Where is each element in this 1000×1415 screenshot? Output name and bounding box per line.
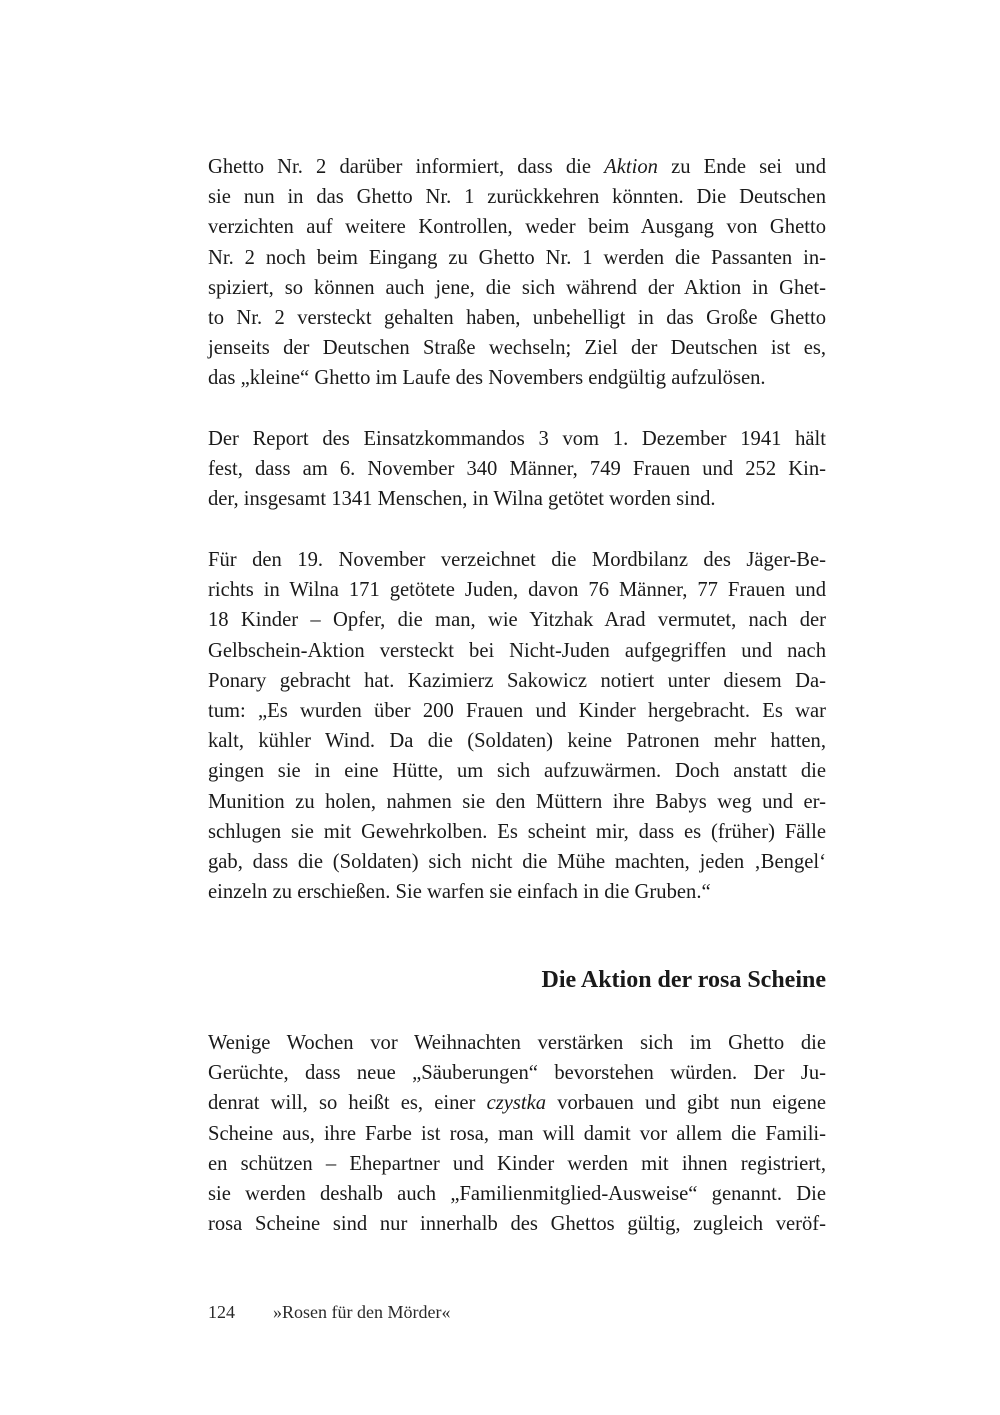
paragraph-einsatzkommando-report xyxy=(208,424,826,515)
text-line: 18 Kinder – Opfer, die man, wie Yitzhak Arad vermutet, nach der xyxy=(208,609,826,632)
text-line: der, insgesamt 1341 Menschen, in Wilna getötet worden sind. xyxy=(208,488,716,511)
text-line: sie werden deshalb auch „Familienmitglied-Ausweise“ genannt. Die xyxy=(208,1183,826,1206)
page-footer xyxy=(208,1300,450,1324)
text-line: to Nr. 2 versteckt gehalten haben, unbehelligt in das Große Ghetto xyxy=(208,307,826,330)
text-line: Gelbschein-Aktion versteckt bei Nicht-Juden aufgegriffen und nach xyxy=(208,639,826,662)
text-line: en schützen – Ehepartner und Kinder werden mit ihnen registriert, xyxy=(208,1152,826,1175)
text-line: schlugen sie mit Gewehrkolben. Es scheint mir, dass es (früher) Fälle xyxy=(208,820,826,843)
paragraph-jaeger-bericht xyxy=(208,545,826,907)
text-line: rosa Scheine sind nur innerhalb des Ghettos gültig, zugleich veröf- xyxy=(208,1213,826,1236)
text-line: spiziert, so können auch jene, die sich während der Aktion in Ghet- xyxy=(208,276,826,299)
page-number: 124 xyxy=(208,1302,235,1322)
text-line: sie nun in das Ghetto Nr. 1 zurückkehren könnten. Die Deutschen xyxy=(208,186,826,209)
text-line: Wenige Wochen vor Weihnachten verstärken sich im Ghetto die xyxy=(208,1032,826,1054)
text-line: das „kleine“ Ghetto im Laufe des Novembers endgültig aufzulösen. xyxy=(208,367,766,390)
text-line: Gerüchte, dass neue „Säuberungen“ bevorstehen würden. Der Ju- xyxy=(208,1062,826,1085)
paragraph-ghetto-return xyxy=(208,152,826,394)
emphasis-czystka: czystka xyxy=(486,1092,547,1115)
running-title: »Rosen für den Mörder« xyxy=(273,1302,451,1322)
paragraph-rosa-scheine xyxy=(208,1028,826,1239)
text-line: tum: „Es wurden über 200 Frauen und Kinder hergebracht. Es war xyxy=(208,700,826,723)
emphasis-aktion: Aktion xyxy=(604,156,658,178)
text-line: Munition zu holen, nahmen sie den Müttern ihre Babys weg und er- xyxy=(208,790,826,813)
text-line: fest, dass am 6. November 340 Männer, 749 Frauen und 252 Kin- xyxy=(208,458,826,481)
text-line: denrat will, so heißt es, einer czystka vorbauen und gibt nun eigene xyxy=(208,1092,827,1115)
text-line: jenseits der Deutschen Straße wechseln; Ziel der Deutschen ist es, xyxy=(208,337,826,360)
text-line: Nr. 2 noch beim Eingang zu Ghetto Nr. 1 werden die Passanten in- xyxy=(208,246,826,269)
text-line: Ghetto Nr. 2 darüber informiert, dass die Aktion zu Ende sei und xyxy=(208,156,826,178)
text-line: einzeln zu erschießen. Sie warfen sie einfach in die Gruben.“ xyxy=(208,881,711,904)
text-line: gab, dass die (Soldaten) sich nicht die Mühe machten, jeden ‚Bengel‘ xyxy=(208,851,826,874)
text-line: kalt, kühler Wind. Da die (Soldaten) keine Patronen mehr hatten, xyxy=(208,730,826,753)
text-line: gingen sie in eine Hütte, um sich aufzuwärmen. Doch anstatt die xyxy=(208,760,826,783)
section-heading: Die Aktion der rosa Scheine xyxy=(541,967,826,993)
text-line: richts in Wilna 171 getötete Juden, davon 76 Männer, 77 Frauen und xyxy=(208,579,826,602)
text-line: verzichten auf weitere Kontrollen, weder beim Ausgang von Ghetto xyxy=(208,216,826,239)
text-line: Ponary gebracht hat. Kazimierz Sakowicz notiert unter diesem Da- xyxy=(208,669,826,692)
text-line: Scheine aus, ihre Farbe ist rosa, man will damit vor allem die Famili- xyxy=(208,1122,826,1145)
text-line: Für den 19. November verzeichnet die Mordbilanz des Jäger-Be- xyxy=(208,549,826,571)
text-line: Der Report des Einsatzkommandos 3 vom 1. Dezember 1941 hält xyxy=(208,428,826,450)
